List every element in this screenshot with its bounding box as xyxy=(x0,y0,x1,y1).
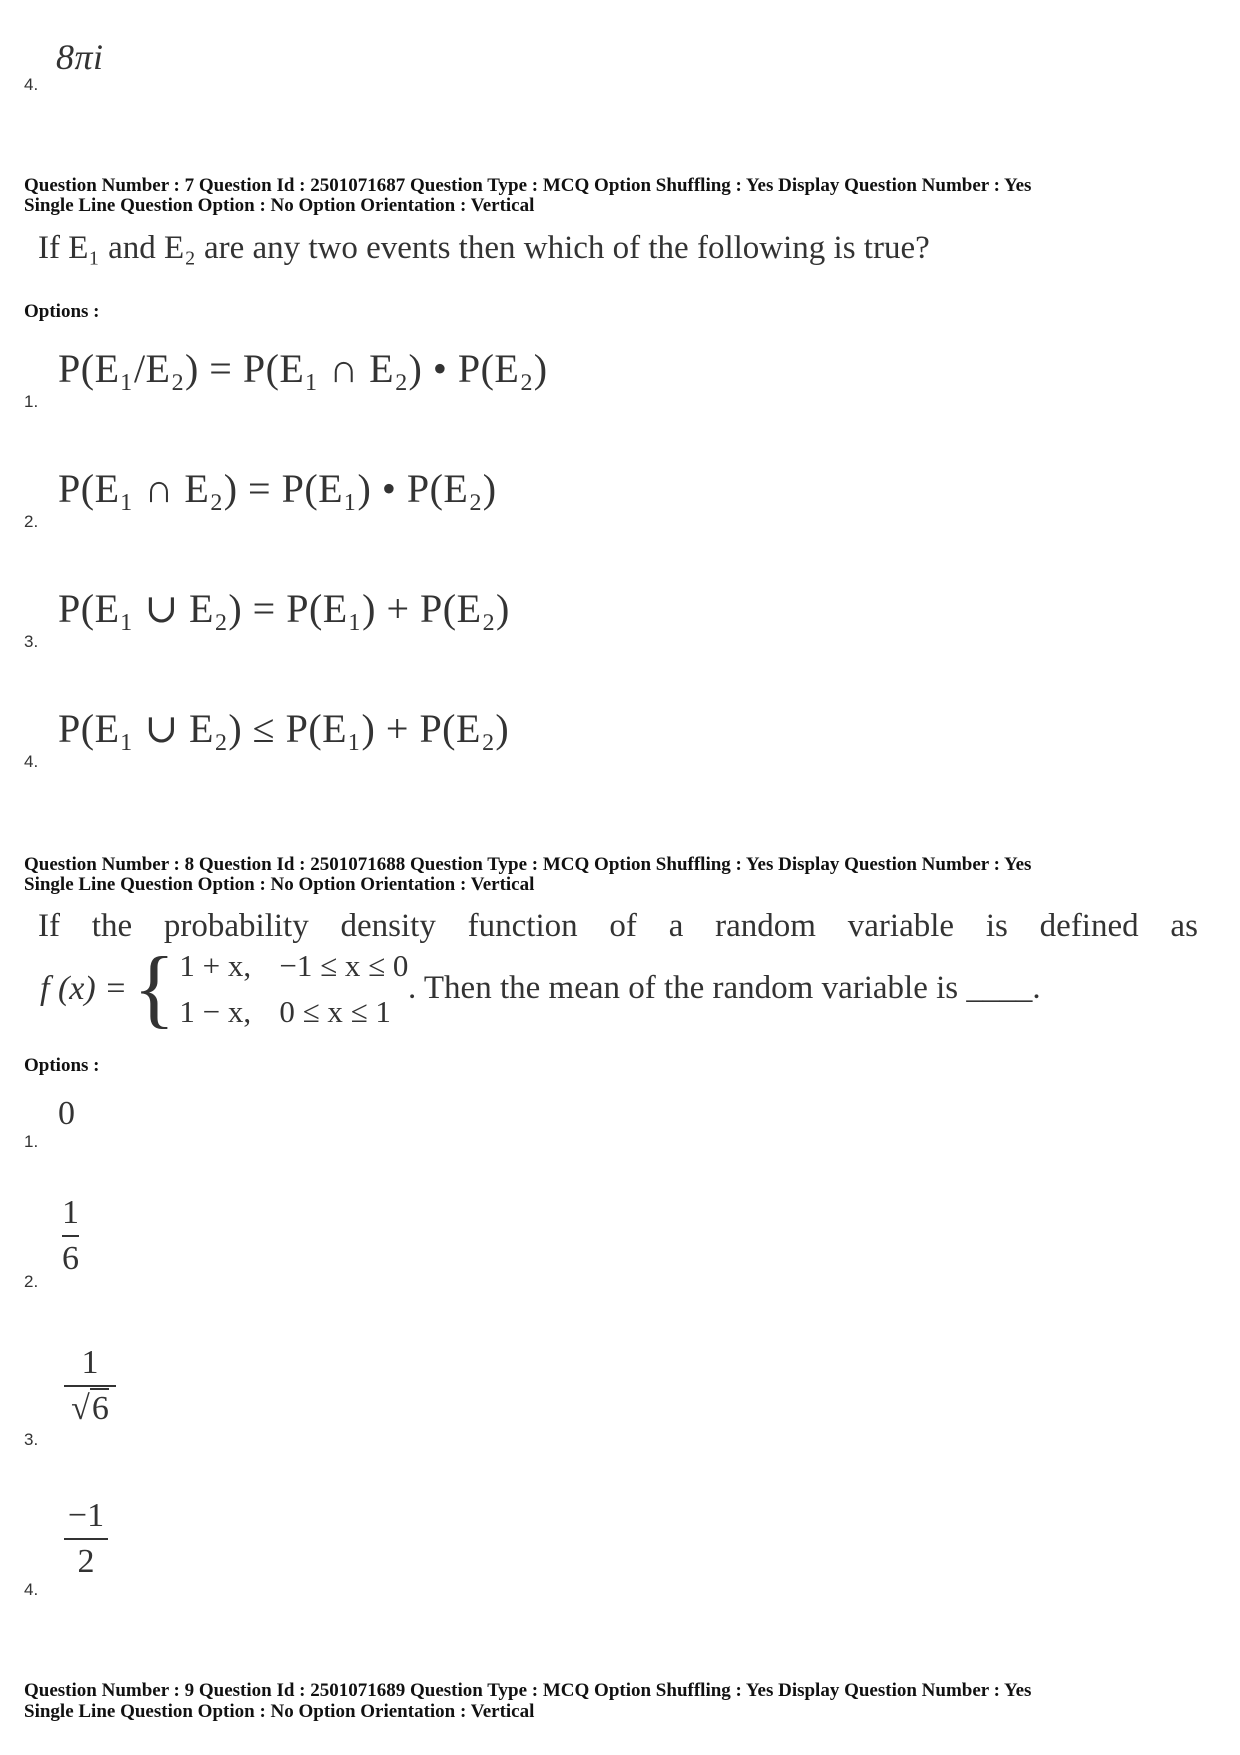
q7-question-text: If E₁ and E₂ are any two events then which of the following is true? xyxy=(38,230,930,266)
q7-option-4-expression[interactable]: P(E₁ ∪ E₂) ≤ P(E₁) + P(E₂) xyxy=(58,706,510,751)
q7-options-label: Options : xyxy=(24,301,100,322)
q7-option-2-expression[interactable]: P(E₁ ∩ E₂) = P(E₁) • P(E₂) xyxy=(58,466,497,511)
q8-word: density xyxy=(340,908,436,944)
q8-option-4-number: 4. xyxy=(24,1580,39,1599)
q8-word: the xyxy=(91,908,133,944)
q8-case-2-condition: 0 ≤ x ≤ 1 xyxy=(279,994,391,1029)
q7-option-1-expression[interactable]: P(E₁/E₂) = P(E₁ ∩ E₂) • P(E₂) xyxy=(58,346,548,391)
q8-option-3-number: 3. xyxy=(24,1430,39,1449)
q8-cases xyxy=(179,948,419,1030)
q8-word: of xyxy=(609,908,637,944)
q8-word: as xyxy=(1170,908,1198,944)
fraction-bar xyxy=(64,1385,116,1387)
q8-option-3-fraction[interactable] xyxy=(64,1345,116,1426)
previous-option-4-number: 4. xyxy=(24,75,39,94)
q8-meta-line-2: Single Line Question Option : No Option Orientation : Vertical xyxy=(24,874,535,895)
q8-word: If xyxy=(38,908,60,944)
q7-meta-line-2: Single Line Question Option : No Option Orientation : Vertical xyxy=(24,195,535,216)
q8-function-name: f (x) = xyxy=(40,970,128,1007)
q8-option-4-fraction[interactable] xyxy=(64,1498,108,1579)
q8-option-3-sqrt xyxy=(71,1391,109,1427)
q8-word: defined xyxy=(1039,908,1139,944)
q8-meta-line-1: Question Number : 8 Question Id : 2501071688 Question Type : MCQ Option Shuffling : Yes Display Question Number : Yes xyxy=(24,854,1032,875)
q8-case-1-condition: −1 ≤ x ≤ 0 xyxy=(279,948,409,983)
q8-word: a xyxy=(668,908,684,944)
q7-option-4-number: 4. xyxy=(24,752,39,771)
q8-piecewise-function xyxy=(40,940,419,1037)
q8-option-4-denominator: 2 xyxy=(77,1542,95,1580)
q8-question-tail: . Then the mean of the random variable is ____. xyxy=(408,970,1041,1006)
q8-option-2-fraction[interactable] xyxy=(62,1195,79,1276)
q8-option-2-number: 2. xyxy=(24,1272,39,1291)
q8-word: function xyxy=(467,908,578,944)
q7-option-3-expression[interactable]: P(E₁ ∪ E₂) = P(E₁) + P(E₂) xyxy=(58,586,510,631)
q8-word: is xyxy=(985,908,1008,944)
q7-option-1-number: 1. xyxy=(24,392,39,411)
previous-option-4-expression: 8πi xyxy=(56,37,104,77)
q9-meta-line-1: Question Number : 9 Question Id : 2501071689 Question Type : MCQ Option Shuffling : Yes Display Question Number : Yes xyxy=(24,1680,1032,1701)
q8-option-3-numerator: 1 xyxy=(81,1344,99,1381)
q8-word: variable xyxy=(847,908,955,944)
q8-option-2-denominator: 6 xyxy=(62,1239,79,1277)
q8-word: probability xyxy=(163,908,309,944)
fraction-bar xyxy=(64,1538,108,1540)
q8-case-2-expression: 1 − x, xyxy=(179,994,252,1029)
fraction-bar xyxy=(62,1235,79,1237)
q9-meta-line-2: Single Line Question Option : No Option Orientation : Vertical xyxy=(24,1701,535,1722)
q7-option-3-number: 3. xyxy=(24,632,39,651)
q8-option-1-expression[interactable]: 0 xyxy=(58,1095,76,1132)
q8-option-1-number: 1. xyxy=(24,1132,39,1151)
q8-option-2-numerator: 1 xyxy=(62,1194,79,1231)
radical-sign: √ xyxy=(71,1389,90,1427)
q7-meta-line-1: Question Number : 7 Question Id : 2501071687 Question Type : MCQ Option Shuffling : Yes Display Question Number : Yes xyxy=(24,175,1032,196)
q8-word: random xyxy=(715,908,816,944)
q8-option-3-radicand: 6 xyxy=(91,1389,109,1427)
q7-option-2-number: 2. xyxy=(24,512,39,531)
q8-left-brace: { xyxy=(133,940,176,1037)
q8-case-1-expression: 1 + x, xyxy=(179,948,252,983)
q8-options-label: Options : xyxy=(24,1055,100,1076)
q8-option-4-numerator: −1 xyxy=(67,1497,105,1534)
q8-question-line-1 xyxy=(38,908,1198,945)
